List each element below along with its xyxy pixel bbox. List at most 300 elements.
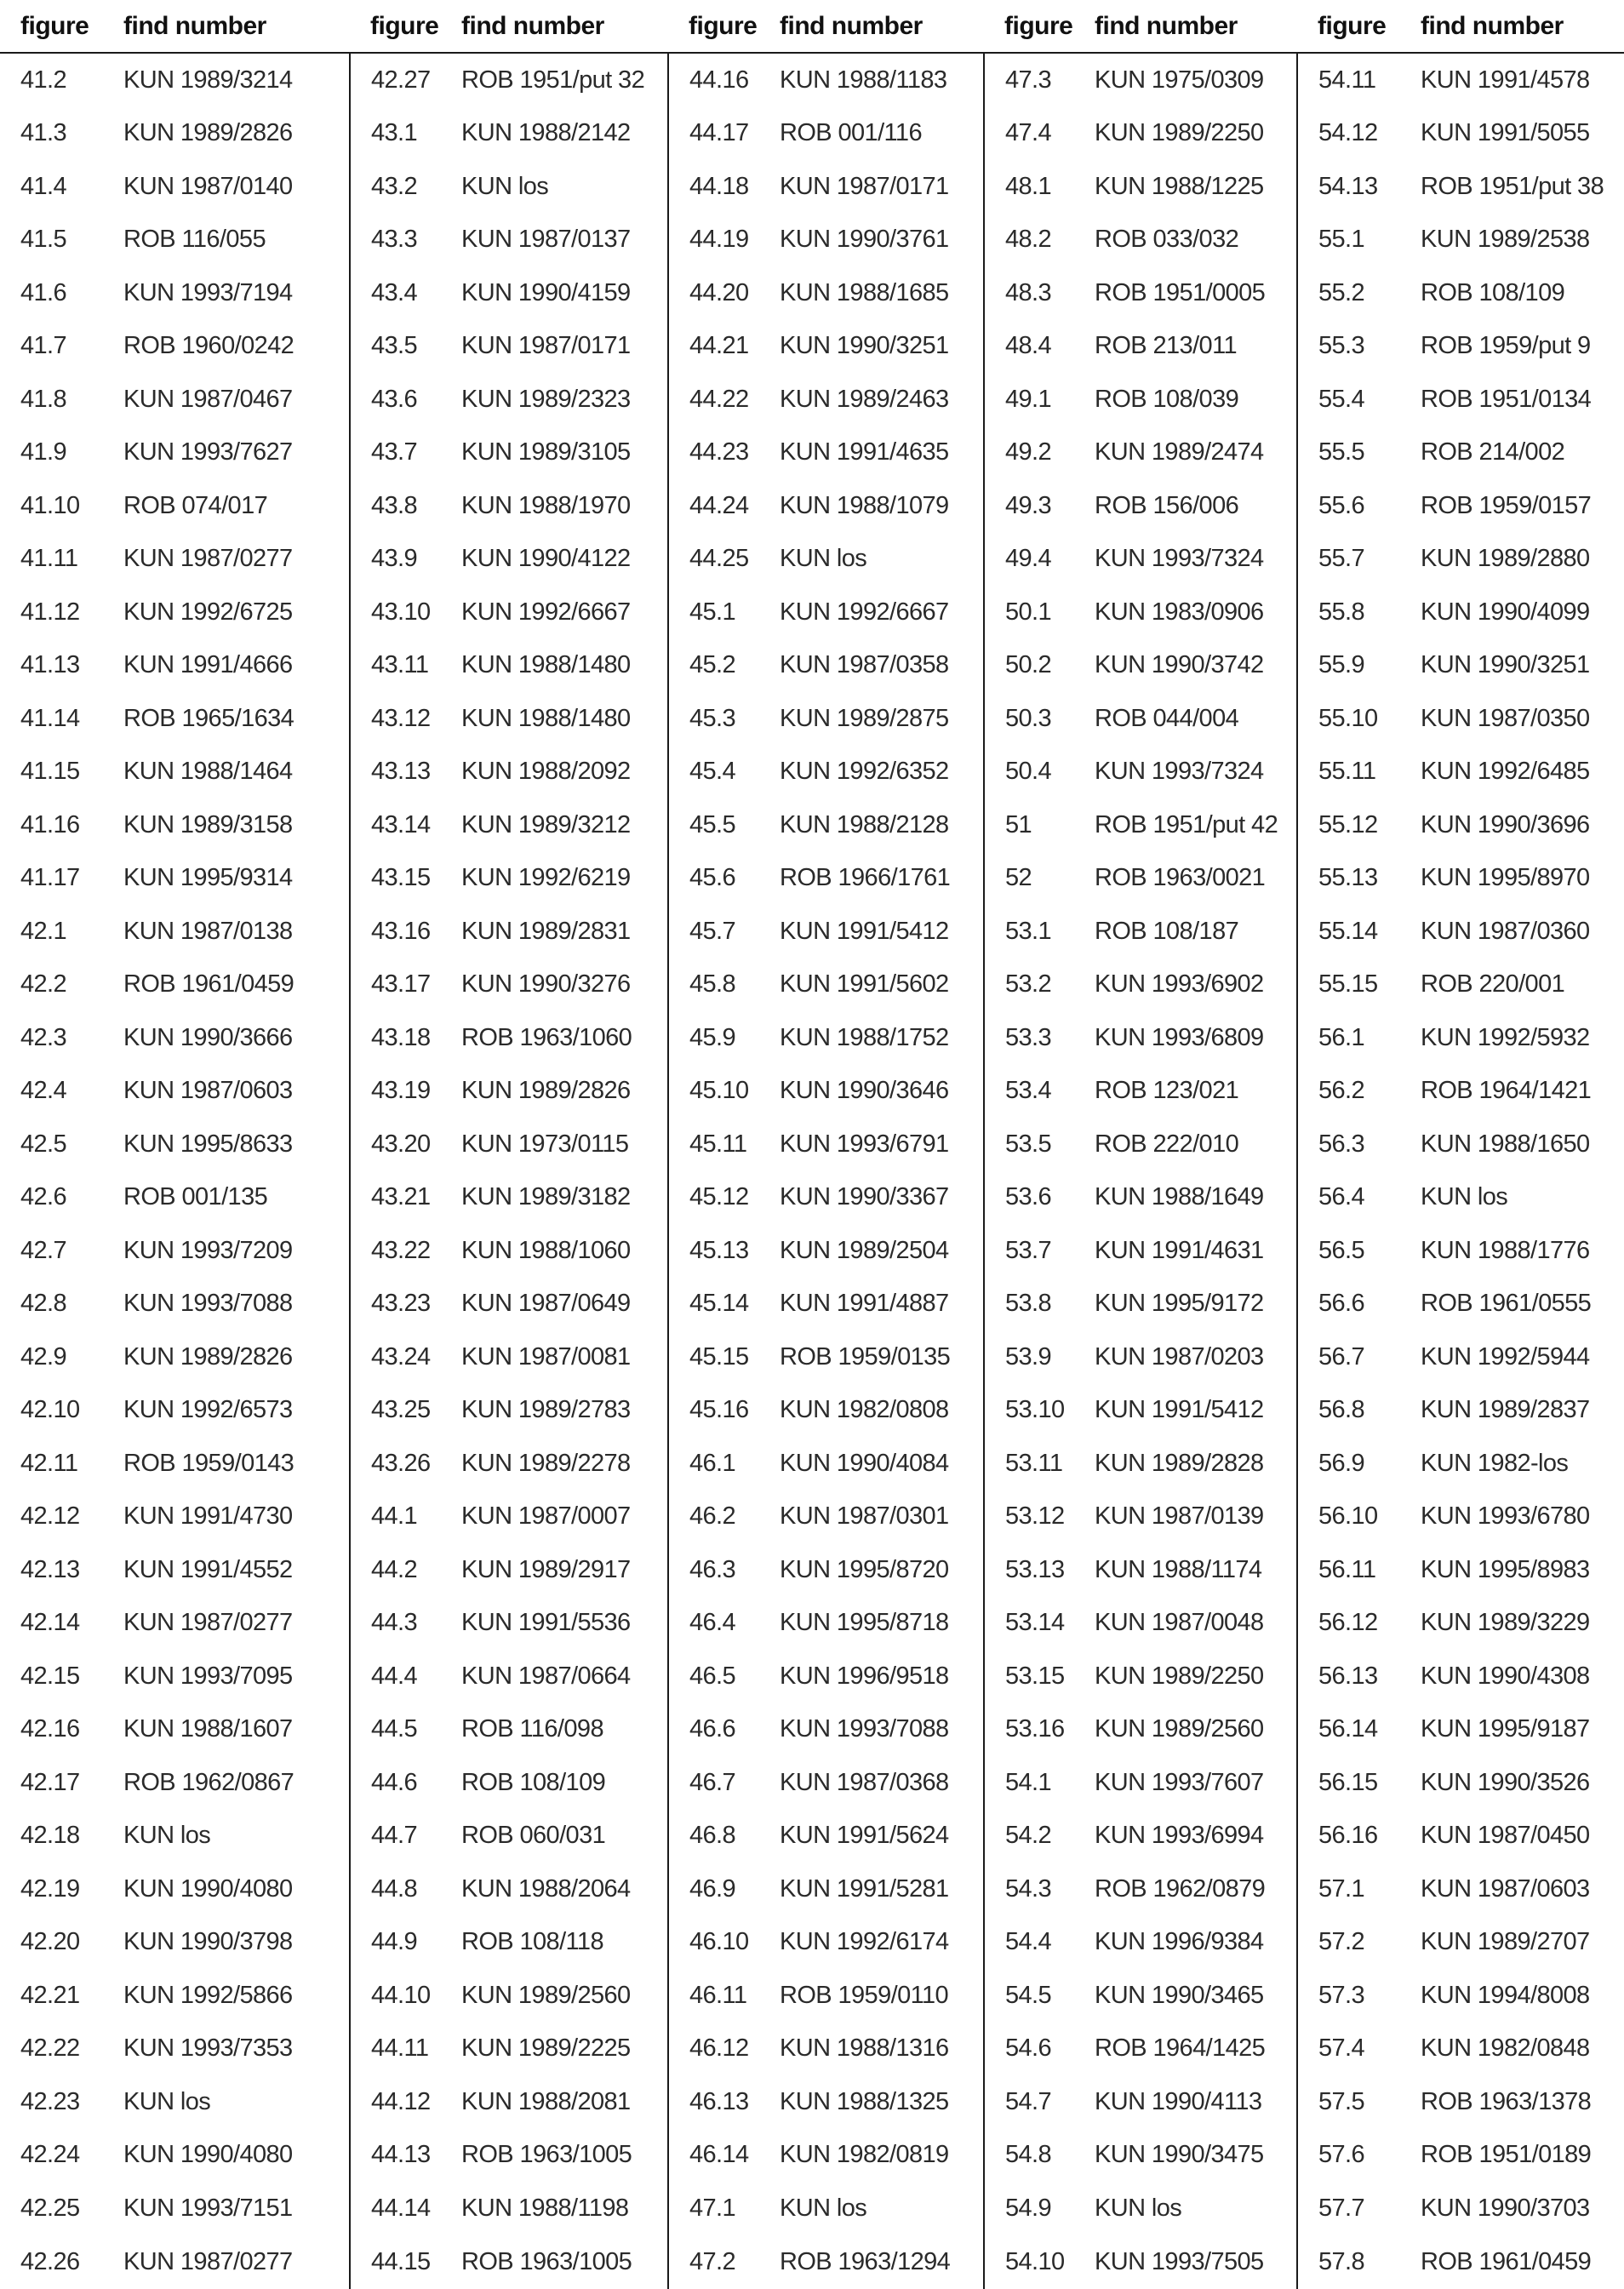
find-number-cell: KUN 1990/3465 <box>1095 1981 1264 2009</box>
figure-cell: 42.9 <box>20 1342 67 1371</box>
figure-cell: 42.13 <box>20 1555 80 1583</box>
find-number-cell: KUN 1975/0309 <box>1095 66 1264 94</box>
find-number-cell: ROB 1966/1761 <box>780 864 951 892</box>
figure-cell: 54.4 <box>984 1916 1095 1970</box>
find-number-cell: KUN 1987/0603 <box>1421 1874 1590 1903</box>
table-row <box>0 1330 1624 1384</box>
find-number-cell: KUN 1988/1198 <box>461 2194 629 2222</box>
find-number-cell: ROB 074/017 <box>123 491 268 519</box>
find-number-cell: KUN 1988/1970 <box>461 491 631 519</box>
table-row <box>0 2129 1624 2183</box>
find-number-cell: KUN 1989/2538 <box>1421 226 1590 254</box>
table-row <box>0 1810 1624 1863</box>
find-number-cell: KUN 1988/1685 <box>780 278 949 306</box>
column-header-figure: figure <box>0 0 123 53</box>
find-number-cell: KUN 1990/3761 <box>780 226 949 254</box>
find-number-cell: KUN 1990/4159 <box>461 278 631 306</box>
figure-cell: 50.4 <box>984 746 1095 799</box>
find-number-cell: KUN 1993/6780 <box>1421 1502 1590 1531</box>
figure-cell: 45.9 <box>668 1011 780 1065</box>
find-number-cell: KUN 1990/4099 <box>1421 598 1590 626</box>
find-number-cell: KUN 1989/2323 <box>461 385 631 413</box>
table-row <box>0 2235 1624 2289</box>
find-number-cell: ROB 108/187 <box>1095 917 1239 945</box>
figure-cell: 49.3 <box>984 479 1095 533</box>
find-number-cell: KUN 1988/1607 <box>123 1715 293 1743</box>
table-row <box>0 639 1624 693</box>
figure-cell: 45.4 <box>668 746 780 799</box>
find-number-cell: KUN 1995/9187 <box>1421 1715 1590 1743</box>
find-number-cell: ROB 1962/0879 <box>1095 1874 1266 1903</box>
find-number-cell: KUN 1993/7151 <box>123 2194 293 2222</box>
find-number-cell: KUN 1989/2783 <box>461 1396 631 1424</box>
find-number-cell: KUN 1990/3696 <box>1421 810 1590 838</box>
table-row <box>0 1650 1624 1703</box>
table-row <box>0 160 1624 214</box>
figure-cell: 56.2 <box>1297 1065 1421 1119</box>
find-number-cell: ROB 108/109 <box>1421 278 1565 306</box>
figure-cell: 53.7 <box>984 1224 1095 1278</box>
find-number-cell: KUN 1993/7088 <box>780 1715 949 1743</box>
figure-cell: 55.3 <box>1297 320 1421 374</box>
column-header-find-number: find number <box>1421 0 1624 53</box>
find-number-cell: KUN 1989/2831 <box>461 917 631 945</box>
figure-cell: 45.10 <box>668 1065 780 1119</box>
figure-cell: 47.2 <box>668 2235 780 2289</box>
figure-cell: 45.16 <box>668 1384 780 1438</box>
find-number-cell: KUN 1982/0808 <box>780 1396 949 1424</box>
find-number-cell: KUN 1982/0819 <box>780 2141 949 2169</box>
figure-cell: 54.10 <box>984 2235 1095 2289</box>
figure-cell: 54.7 <box>984 2075 1095 2129</box>
figure-cell: 42.21 <box>20 1981 80 2009</box>
find-number-cell: KUN 1989/2463 <box>780 385 949 413</box>
column-header-find-number: find number <box>1095 0 1297 53</box>
figure-cell: 54.13 <box>1297 160 1421 214</box>
figure-cell: 43.6 <box>350 373 461 426</box>
find-number-cell: KUN 1987/0139 <box>1095 1502 1264 1531</box>
table-row <box>0 905 1624 959</box>
table-row <box>0 2182 1624 2235</box>
find-number-cell: KUN 1989/3212 <box>461 810 631 838</box>
find-number-cell: KUN 1993/7353 <box>123 2034 293 2063</box>
find-number-cell: ROB 1959/0110 <box>780 1981 949 2009</box>
figure-cell: 53.11 <box>984 1437 1095 1491</box>
find-number-cell: KUN 1993/6809 <box>1095 1023 1264 1051</box>
find-number-cell: ROB 1951/0005 <box>1095 278 1266 306</box>
figure-cell: 50.1 <box>984 586 1095 639</box>
figure-cell: 53.8 <box>984 1278 1095 1331</box>
figure-cell: 55.15 <box>1297 959 1421 1012</box>
figure-cell: 55.11 <box>1297 746 1421 799</box>
find-number-cell: KUN 1988/2142 <box>461 119 631 147</box>
find-number-cell: ROB 108/109 <box>461 1768 606 1796</box>
find-number-cell: KUN 1987/0301 <box>780 1502 949 1531</box>
figure-cell: 46.10 <box>668 1916 780 1970</box>
figure-cell: 53.5 <box>984 1118 1095 1171</box>
find-number-cell: KUN 1987/0140 <box>123 172 293 200</box>
figure-cell: 42.10 <box>20 1396 80 1424</box>
find-number-cell: KUN 1988/1480 <box>461 651 631 679</box>
figure-cell: 43.18 <box>350 1011 461 1065</box>
find-number-cell: ROB 222/010 <box>1095 1130 1239 1158</box>
find-number-cell: KUN 1993/7088 <box>123 1290 293 1318</box>
find-number-cell: KUN 1990/3367 <box>780 1183 949 1211</box>
find-number-cell: ROB 1959/0135 <box>780 1342 951 1371</box>
find-number-cell: KUN 1993/7627 <box>123 438 293 466</box>
find-number-cell: ROB 213/011 <box>1095 332 1237 360</box>
figure-cell: 42.2 <box>20 970 67 999</box>
find-number-cell: KUN 1995/8970 <box>1421 864 1590 892</box>
figure-cell: 47.3 <box>984 53 1095 107</box>
figure-cell: 49.1 <box>984 373 1095 426</box>
find-number-cell: KUN 1992/6667 <box>461 598 631 626</box>
find-number-cell: KUN 1991/4552 <box>123 1555 293 1583</box>
figure-cell: 41.13 <box>20 651 80 679</box>
find-number-cell: KUN 1995/8633 <box>123 1130 293 1158</box>
find-number-cell: ROB 156/006 <box>1095 491 1239 519</box>
find-number-cell: KUN 1990/3742 <box>1095 651 1264 679</box>
figure-cell: 45.6 <box>668 852 780 906</box>
find-number-cell: KUN 1983/0906 <box>1095 598 1264 626</box>
table-row <box>0 266 1624 320</box>
table-row <box>0 2075 1624 2129</box>
find-number-cell: ROB 1963/1005 <box>461 2247 632 2275</box>
figure-cell: 44.18 <box>668 160 780 214</box>
figure-cell: 56.12 <box>1297 1597 1421 1651</box>
figure-cell: 44.15 <box>350 2235 461 2289</box>
figure-cell: 42.1 <box>20 917 67 945</box>
find-number-cell: KUN 1987/0277 <box>123 2247 293 2275</box>
figure-cell: 44.13 <box>350 2129 461 2183</box>
figure-cell: 45.12 <box>668 1171 780 1225</box>
find-number-cell: KUN 1990/3475 <box>1095 2141 1264 2169</box>
column-header-find-number: find number <box>461 0 668 53</box>
table-row <box>0 692 1624 746</box>
find-number-cell: KUN 1990/4308 <box>1421 1662 1590 1690</box>
table-row <box>0 1969 1624 2023</box>
find-number-cell: KUN 1989/2828 <box>1095 1449 1264 1477</box>
find-number-cell: KUN 1987/0350 <box>1421 704 1590 732</box>
figure-cell: 41.16 <box>20 810 80 838</box>
find-number-cell: KUN 1988/2081 <box>461 2087 631 2115</box>
figure-cell: 54.3 <box>984 1863 1095 1916</box>
figure-cell: 47.4 <box>984 107 1095 161</box>
find-number-cell: KUN 1991/4730 <box>123 1502 293 1531</box>
find-number-cell: KUN 1988/2092 <box>461 758 631 786</box>
figure-cell: 57.2 <box>1297 1916 1421 1970</box>
figure-cell: 53.3 <box>984 1011 1095 1065</box>
figure-cell: 55.9 <box>1297 639 1421 693</box>
find-number-cell: KUN 1989/2504 <box>780 1236 949 1264</box>
table-body <box>0 53 1624 2289</box>
figure-cell: 44.19 <box>668 214 780 267</box>
find-number-cell: KUN 1987/0358 <box>780 651 949 679</box>
figure-cell: 55.13 <box>1297 852 1421 906</box>
find-number-cell: KUN 1990/3251 <box>780 332 949 360</box>
figure-cell: 42.16 <box>20 1715 80 1743</box>
figure-cell: 46.5 <box>668 1650 780 1703</box>
find-number-cell: KUN 1992/5866 <box>123 1981 293 2009</box>
figure-cell: 42.3 <box>20 1023 67 1051</box>
find-number-cell: ROB 1961/0459 <box>123 970 294 999</box>
figure-cell: 44.7 <box>350 1810 461 1863</box>
find-number-cell: KUN 1987/0603 <box>123 1077 293 1105</box>
header-row <box>0 0 1624 53</box>
find-number-cell: ROB 123/021 <box>1095 1077 1239 1105</box>
figure-cell: 49.2 <box>984 426 1095 480</box>
figure-cell: 45.5 <box>668 798 780 852</box>
find-number-cell: KUN 1993/7194 <box>123 278 293 306</box>
find-number-cell: ROB 1951/0189 <box>1421 2141 1592 2169</box>
figure-cell: 43.13 <box>350 746 461 799</box>
find-number-cell: ROB 1960/0242 <box>123 332 294 360</box>
figure-cell: 56.11 <box>1297 1543 1421 1597</box>
find-number-cell: KUN 1993/7324 <box>1095 758 1264 786</box>
find-number-cell: KUN 1990/3526 <box>1421 1768 1590 1796</box>
figure-cell: 44.9 <box>350 1916 461 1970</box>
figure-cell: 56.6 <box>1297 1278 1421 1331</box>
figure-cell: 41.14 <box>20 704 80 732</box>
figure-cell: 51 <box>984 798 1095 852</box>
find-number-cell: KUN 1995/8720 <box>780 1555 949 1583</box>
find-number-cell: ROB 1959/0157 <box>1421 491 1592 519</box>
find-number-cell: KUN 1988/1325 <box>780 2087 949 2115</box>
table-row <box>0 426 1624 480</box>
figure-cell: 44.14 <box>350 2182 461 2235</box>
figure-cell: 43.23 <box>350 1278 461 1331</box>
find-number-cell: ROB 1964/1425 <box>1095 2034 1266 2063</box>
find-number-cell: ROB 1963/1005 <box>461 2141 632 2169</box>
find-number-cell: ROB 001/116 <box>780 119 922 147</box>
find-number-cell: KUN 1991/4578 <box>1421 66 1590 94</box>
find-number-cell: KUN los <box>1095 2194 1182 2222</box>
table-row <box>0 1597 1624 1651</box>
figure-cell: 53.4 <box>984 1065 1095 1119</box>
find-number-cell: KUN 1988/1649 <box>1095 1183 1264 1211</box>
figure-cell: 45.1 <box>668 586 780 639</box>
figure-cell: 42.5 <box>20 1130 67 1158</box>
find-number-cell: KUN 1995/9172 <box>1095 1290 1264 1318</box>
figure-cell: 42.25 <box>20 2194 80 2222</box>
find-number-cell: ROB 108/118 <box>461 1928 603 1956</box>
find-number-cell: KUN 1991/4666 <box>123 651 293 679</box>
figure-cell: 46.7 <box>668 1756 780 1810</box>
find-number-cell: ROB 033/032 <box>1095 226 1239 254</box>
find-number-cell: KUN 1973/0115 <box>461 1130 629 1158</box>
find-number-cell: KUN 1987/0360 <box>1421 917 1590 945</box>
figure-cell: 48.4 <box>984 320 1095 374</box>
find-number-cell: KUN 1989/2474 <box>1095 438 1264 466</box>
figure-cell: 41.17 <box>20 864 80 892</box>
find-number-cell: KUN 1987/0368 <box>780 1768 949 1796</box>
find-number-cell: KUN 1987/0171 <box>780 172 949 200</box>
find-number-cell: KUN 1987/0450 <box>1421 1822 1590 1850</box>
table-row <box>0 1224 1624 1278</box>
figure-cell: 53.1 <box>984 905 1095 959</box>
figure-cell: 57.6 <box>1297 2129 1421 2183</box>
figure-cell: 43.20 <box>350 1118 461 1171</box>
find-number-cell: KUN 1990/3798 <box>123 1928 293 1956</box>
find-number-cell: ROB 044/004 <box>1095 704 1239 732</box>
find-number-cell: KUN 1989/2560 <box>1095 1715 1264 1743</box>
figure-cell: 57.3 <box>1297 1969 1421 2023</box>
figure-cell: 44.17 <box>668 107 780 161</box>
figure-cell: 46.1 <box>668 1437 780 1491</box>
column-header-figure: figure <box>1297 0 1421 53</box>
figure-cell: 54.6 <box>984 2023 1095 2076</box>
figure-cell: 46.13 <box>668 2075 780 2129</box>
table-row <box>0 1118 1624 1171</box>
find-number-cell: KUN 1996/9384 <box>1095 1928 1264 1956</box>
figure-cell: 43.21 <box>350 1171 461 1225</box>
find-number-cell: KUN 1992/6174 <box>780 1928 949 1956</box>
figure-cell: 53.9 <box>984 1330 1095 1384</box>
figure-cell: 55.4 <box>1297 373 1421 426</box>
figure-cell: 42.24 <box>20 2141 80 2169</box>
figure-cell: 48.3 <box>984 266 1095 320</box>
find-number-cell: ROB 1962/0867 <box>123 1768 294 1796</box>
table-row <box>0 1756 1624 1810</box>
find-number-cell: ROB 220/001 <box>1421 970 1565 999</box>
figure-cell: 43.10 <box>350 586 461 639</box>
find-number-cell: KUN 1994/8008 <box>1421 1981 1590 2009</box>
figure-cell: 55.6 <box>1297 479 1421 533</box>
figure-cell: 56.13 <box>1297 1650 1421 1703</box>
figure-cell: 43.25 <box>350 1384 461 1438</box>
figure-cell: 56.9 <box>1297 1437 1421 1491</box>
figure-cell: 46.11 <box>668 1969 780 2023</box>
figure-cell: 44.1 <box>350 1491 461 1544</box>
figure-cell: 46.14 <box>668 2129 780 2183</box>
figure-cell: 47.1 <box>668 2182 780 2235</box>
find-number-cell: ROB 1951/put 38 <box>1421 172 1604 200</box>
figure-cell: 44.2 <box>350 1543 461 1597</box>
find-number-cell: KUN 1989/2880 <box>1421 545 1590 573</box>
figure-cell: 43.17 <box>350 959 461 1012</box>
find-number-cell: KUN 1992/6725 <box>123 598 293 626</box>
find-number-cell: KUN 1987/0277 <box>123 545 293 573</box>
find-number-cell: KUN 1988/1060 <box>461 1236 631 1264</box>
find-number-cell: ROB 1951/put 42 <box>1095 810 1278 838</box>
figure-cell: 56.8 <box>1297 1384 1421 1438</box>
find-number-cell: KUN 1995/8718 <box>780 1609 949 1637</box>
find-number-cell: KUN 1988/1174 <box>1095 1555 1262 1583</box>
table-row <box>0 1278 1624 1331</box>
figure-cell: 45.11 <box>668 1118 780 1171</box>
figure-cell: 46.2 <box>668 1491 780 1544</box>
figure-cell: 41.11 <box>20 545 78 573</box>
figure-cell: 53.10 <box>984 1384 1095 1438</box>
find-number-cell: KUN 1992/6219 <box>461 864 631 892</box>
find-number-cell: KUN 1991/5624 <box>780 1822 949 1850</box>
find-number-cell: ROB 116/055 <box>123 226 266 254</box>
figure-cell: 49.4 <box>984 533 1095 587</box>
figure-cell: 46.8 <box>668 1810 780 1863</box>
find-number-cell: KUN 1991/5412 <box>1095 1396 1264 1424</box>
figure-cell: 42.4 <box>20 1077 67 1105</box>
figure-cell: 42.27 <box>350 53 461 107</box>
table-row <box>0 53 1624 107</box>
figure-cell: 42.6 <box>20 1183 67 1211</box>
find-number-cell: KUN 1991/4635 <box>780 438 949 466</box>
figure-cell: 57.8 <box>1297 2235 1421 2289</box>
find-number-cell: ROB 1951/put 32 <box>461 66 645 94</box>
figure-cell: 55.14 <box>1297 905 1421 959</box>
find-number-cell: KUN 1990/3646 <box>780 1077 949 1105</box>
table-row <box>0 1543 1624 1597</box>
figure-cell: 43.16 <box>350 905 461 959</box>
find-number-cell: ROB 108/039 <box>1095 385 1239 413</box>
figure-cell: 43.1 <box>350 107 461 161</box>
figure-cell: 43.24 <box>350 1330 461 1384</box>
find-number-cell: KUN 1987/0649 <box>461 1290 631 1318</box>
find-number-cell: ROB 1959/0143 <box>123 1449 294 1477</box>
find-number-cell: KUN 1988/1480 <box>461 704 631 732</box>
find-number-cell: ROB 060/031 <box>461 1822 606 1850</box>
find-number-cell: KUN 1989/2707 <box>1421 1928 1590 1956</box>
find-number-cell: KUN 1982/0848 <box>1421 2034 1590 2063</box>
find-number-cell: KUN 1993/6791 <box>780 1130 949 1158</box>
table-row <box>0 1916 1624 1970</box>
find-number-cell: KUN 1989/2826 <box>123 1342 293 1371</box>
find-number-cell: KUN 1991/4631 <box>1095 1236 1264 1264</box>
find-number-cell: KUN 1989/3214 <box>123 66 293 94</box>
figure-cell: 57.5 <box>1297 2075 1421 2129</box>
figure-cell: 41.15 <box>20 758 80 786</box>
find-number-cell: KUN 1987/0203 <box>1095 1342 1264 1371</box>
find-number-cell: KUN 1987/0007 <box>461 1502 631 1531</box>
find-number-cell: ROB 214/002 <box>1421 438 1565 466</box>
figure-cell: 43.15 <box>350 852 461 906</box>
figure-cell: 56.4 <box>1297 1171 1421 1225</box>
figure-cell: 46.9 <box>668 1863 780 1916</box>
find-number-cell: KUN 1995/8983 <box>1421 1555 1590 1583</box>
figure-cell: 41.6 <box>20 278 67 306</box>
figure-cell: 41.5 <box>20 226 67 254</box>
figure-cell: 43.11 <box>350 639 461 693</box>
find-number-cell: KUN 1988/2064 <box>461 1874 631 1903</box>
find-number-cell: ROB 1959/put 9 <box>1421 332 1591 360</box>
figure-cell: 43.7 <box>350 426 461 480</box>
figure-cell: 53.16 <box>984 1703 1095 1757</box>
figure-cell: 42.17 <box>20 1768 80 1796</box>
find-number-cell: KUN 1989/2560 <box>461 1981 631 2009</box>
figure-cell: 55.10 <box>1297 692 1421 746</box>
find-number-cell: KUN 1991/5281 <box>780 1874 949 1903</box>
find-number-cell: ROB 1961/0555 <box>1421 1290 1592 1318</box>
figure-cell: 44.16 <box>668 53 780 107</box>
column-header-figure: figure <box>668 0 780 53</box>
find-number-cell: ROB 1963/1060 <box>461 1023 632 1051</box>
find-number-cell: KUN 1989/2826 <box>123 119 293 147</box>
figure-cell: 44.25 <box>668 533 780 587</box>
figure-cell: 54.2 <box>984 1810 1095 1863</box>
find-number-cell: KUN 1987/0171 <box>461 332 631 360</box>
find-number-cell: KUN 1993/7209 <box>123 1236 293 1264</box>
figure-cell: 45.8 <box>668 959 780 1012</box>
find-number-cell: KUN 1991/5055 <box>1421 119 1590 147</box>
table-row <box>0 852 1624 906</box>
find-number-cell: KUN 1990/3251 <box>1421 651 1590 679</box>
find-number-cell: KUN 1992/5944 <box>1421 1342 1590 1371</box>
figure-cell: 41.9 <box>20 438 67 466</box>
figure-cell: 43.26 <box>350 1437 461 1491</box>
find-number-cell: KUN 1993/7505 <box>1095 2247 1264 2275</box>
figure-cell: 53.6 <box>984 1171 1095 1225</box>
figure-cell: 54.12 <box>1297 107 1421 161</box>
figure-cell: 44.8 <box>350 1863 461 1916</box>
